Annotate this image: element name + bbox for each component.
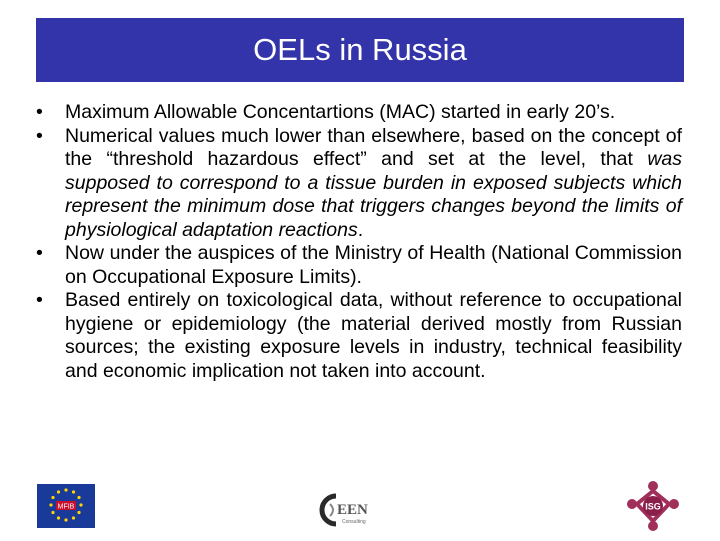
een-consulting-logo [318, 492, 380, 528]
svg-text:MFIB: MFIB [57, 503, 75, 511]
bullet-item-1 [36, 101, 682, 125]
eu-mfib-logo [37, 484, 95, 528]
bullet-dot: • [36, 124, 43, 147]
svg-text:ISG: ISG [645, 501, 661, 512]
eu-stars-icon [37, 484, 95, 528]
svg-text:EEN: EEN [337, 502, 368, 518]
bullet-dot: • [36, 289, 43, 311]
bullet-item-4 [36, 289, 682, 383]
bullet-text-end: . [357, 218, 364, 241]
isg-logo [622, 476, 684, 536]
bullet-item-3 [36, 242, 682, 289]
title-bar [36, 18, 684, 82]
slide-title: OELs in Russia [253, 32, 467, 67]
bullet-text-italic: was supposed to correspond to a tissue burden in exposed subjects which represent the minimum dose that triggers changes beyond the limits of physiological adaptation reactions [65, 148, 682, 241]
bullet-list [36, 101, 682, 383]
bullet-text: Numerical values much lower than elsewhere, based on the concept of the “threshold hazardous effect” and set at the level, that [65, 124, 682, 170]
bullet-text: Maximum Allowable Concentartions (MAC) started in early 20’s. [65, 101, 616, 123]
svg-text:Consulting: Consulting [342, 519, 366, 525]
bullet-item-2 [36, 125, 682, 243]
bullet-dot: • [36, 242, 43, 264]
bullet-dot: • [36, 101, 43, 123]
bullet-text: Now under the auspices of the Ministry of Health (National Commission on Occupational Exposure Limits). [65, 242, 682, 288]
bullet-text: Based entirely on toxicological data, without reference to occupational hygiene or epidemiology (the material derived mostly from Russian sources; the existing exposure levels in industry, technical feasibility and economic implication not taken into account. [65, 289, 682, 382]
